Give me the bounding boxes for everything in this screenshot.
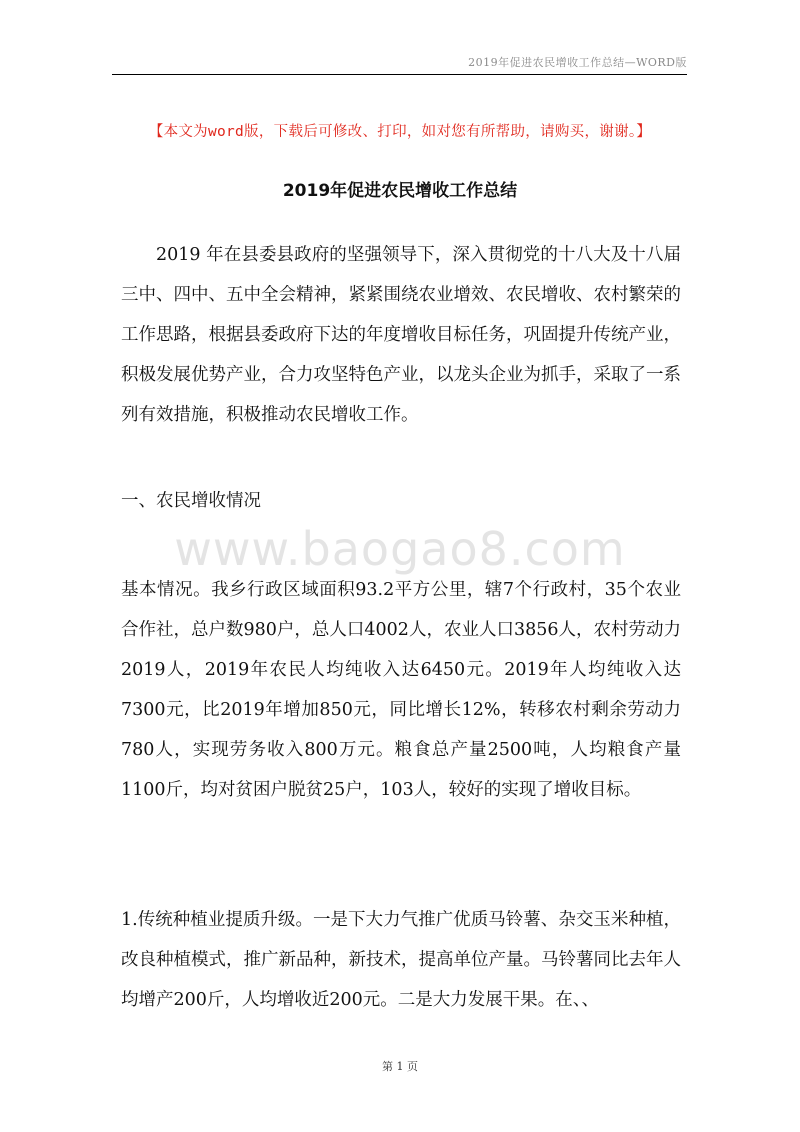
- download-notice: 【本文为word版，下载后可修改、打印，如对您有所帮助，请购买，谢谢。】: [148, 124, 652, 140]
- basic-situation-paragraph: 基本情况。我乡行政区域面积93.2平方公里，辖7个行政村，35个农业合作社，总户数980户，总人口4002人，农业人口3856人，农村劳动力2019人，2019年农民人均纯收入达6450元。2019年人均纯收入达7300元，比2019年增加850元，同比增长12%，转移农村剩余劳动力780人，实现劳务收入800万元。粮食总产量2500吨，人均粮食产量1100斤，均对贫困户脱贫25户，103人，较好的实现了增收目标。: [121, 580, 681, 800]
- section-heading: 一、农民增收情况: [121, 491, 261, 511]
- item-1-paragraph: 1.传统种植业提质升级。一是下大力气推广优质马铃薯、杂交玉米种植，改良种植模式，推广新品种，新技术，提高单位产量。马铃薯同比去年人均增产200斤，人均增收近200元。二是大力发展干果。在、、: [121, 910, 681, 1010]
- header-divider: [112, 74, 687, 75]
- page-number: 第 1 页: [382, 1060, 418, 1073]
- running-header: 2019年促进农民增收工作总结—WORD版: [468, 56, 687, 69]
- document-title: 2019年促进农民增收工作总结: [282, 181, 518, 201]
- watermark: www.baogao8.com: [174, 522, 626, 576]
- intro-paragraph: 2019 年在县委县政府的坚强领导下，深入贯彻党的十八大及十八届三中、四中、五中全会精神，紧紧围绕农业增效、农民增收、农村繁荣的工作思路，根据县委政府下达的年度增收目标任务，巩固提升传统产业，积极发展优势产业，合力攻坚特色产业，以龙头企业为抓手，采取了一系列有效措施，积极推动农民增收工作。: [121, 245, 681, 425]
